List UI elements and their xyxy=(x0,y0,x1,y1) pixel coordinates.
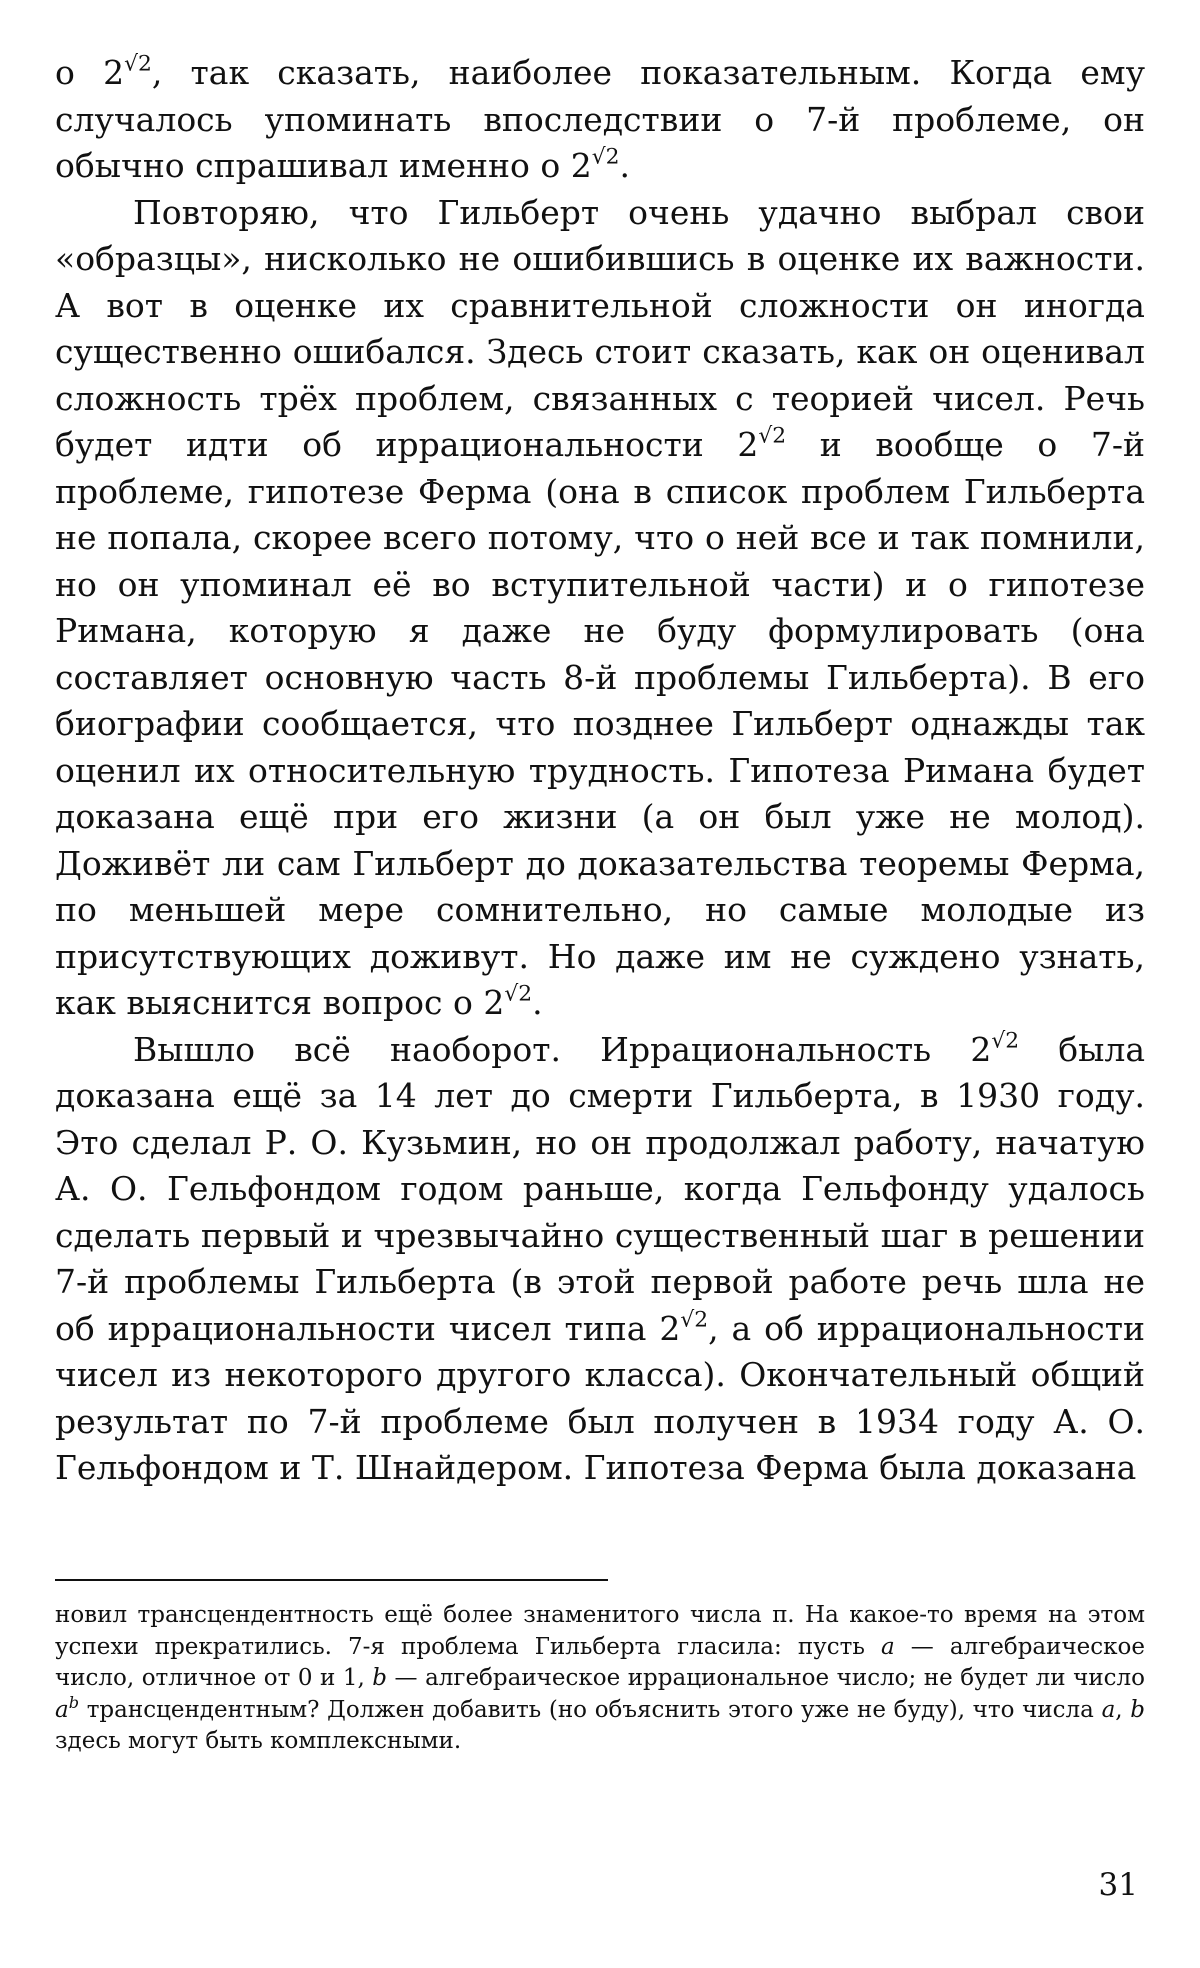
paragraph-3 xyxy=(55,1027,1145,1492)
text-run: . xyxy=(619,146,630,185)
text-run: — алгебраическое число, отличное от 0 и 1, xyxy=(55,1633,1145,1691)
math-exponent: b xyxy=(68,1692,80,1712)
superscript-sqrt2: √2 xyxy=(758,423,787,449)
text-run: Вышло всё наоборот. Иррациональность 2 xyxy=(133,1029,992,1069)
superscript-sqrt2: √2 xyxy=(124,51,152,77)
text-run: здесь могут быть комплексными. xyxy=(55,1728,462,1754)
text-run: Повторяю, что Гильберт очень удачно выбрал свои «образцы», нисколько не ошибившись в оценке их важности. А вот в оценке их сравнительной сложности он иногда существенно ошибался. Здесь стоит сказать, как он оценивал сложность трёх проблем, связанных с теорией чисел. Речь будет идти об иррациональности 2 xyxy=(55,192,1145,464)
superscript-sqrt2: √2 xyxy=(680,1307,709,1332)
math-variable: b xyxy=(1130,1696,1146,1723)
text-run: . xyxy=(532,983,543,1022)
text-run: о 2 xyxy=(55,53,125,92)
text-run: , xyxy=(1115,1696,1131,1723)
superscript-sqrt2: √2 xyxy=(591,144,620,170)
footnote xyxy=(55,1600,1145,1758)
text-run: и вообще о 7-й проблеме, гипотезе Ферма (она в список проблем Гильберта не попала, скорее всего потому, что о ней все и так помнили, но он упоминал её во вступительной части) и о гипотезе Римана, которую я даже не буду формулировать (она составляет основную часть 8-й проблемы Гильберта). В его биографии сообщается, что позднее Гильберт однажды так оценил их относительную трудность. Гипотеза Римана будет доказана ещё при его жизни (а он был уже не молод). Доживёт ли сам Гильберт до доказательства теоремы Ферма, по меньшей мере сомнительно, но самые молодые из присутствующих доживут. Но даже им не суждено узнать, как выяснится вопрос о 2 xyxy=(55,425,1146,1022)
text-run: была доказана ещё за 14 лет до смерти Гильберта, в 1930 году. Это сделал Р. О. Кузьмин, но он продолжал работу, начатую А. О. Гельфондом годом раньше, когда Гельфонду удалось сделать первый и чрезвычайно существенный шаг в решении 7-й проблемы Гильберта (в этой первой работе речь шла не об иррациональности чисел типа 2 xyxy=(55,1029,1146,1348)
superscript-sqrt2: √2 xyxy=(504,981,533,1007)
paragraph-1 xyxy=(55,50,1145,190)
text-run: , а об иррациональности чисел из некоторого другого класса). Окончательный общий результат по 7-й проблеме был получен в 1934 году А. О. Гельфондом и Т. Шнайдером. Гипотеза Ферма была доказана xyxy=(55,1308,1145,1487)
main-text xyxy=(55,50,1145,1492)
text-run: трансцендентным? Должен добавить (но объяснить этого уже не буду), что числа xyxy=(79,1696,1102,1723)
paragraph-2 xyxy=(55,190,1145,1027)
footnote-text xyxy=(55,1600,1145,1758)
math-variable: a xyxy=(55,1696,69,1723)
superscript-sqrt2: √2 xyxy=(991,1028,1020,1053)
math-variable: a xyxy=(1101,1696,1116,1723)
footnote-divider xyxy=(55,1579,608,1581)
math-variable: a xyxy=(880,1633,895,1660)
text-run: новил трансцендентность ещё более знаменитого числа π. На какое-то время на этом успехи прекратились. 7-я проблема Гильберта гласила: пусть xyxy=(55,1602,1145,1660)
math-variable: b xyxy=(372,1665,388,1691)
text-run: , так сказать, наиболее показательным. Когда ему случалось упоминать впоследствии о 7-й проблеме, он обычно спрашивал именно о 2 xyxy=(55,53,1146,185)
text-run: — алгебраическое иррациональное число; не будет ли число xyxy=(387,1665,1145,1691)
page-number: 31 xyxy=(1098,1867,1138,1903)
